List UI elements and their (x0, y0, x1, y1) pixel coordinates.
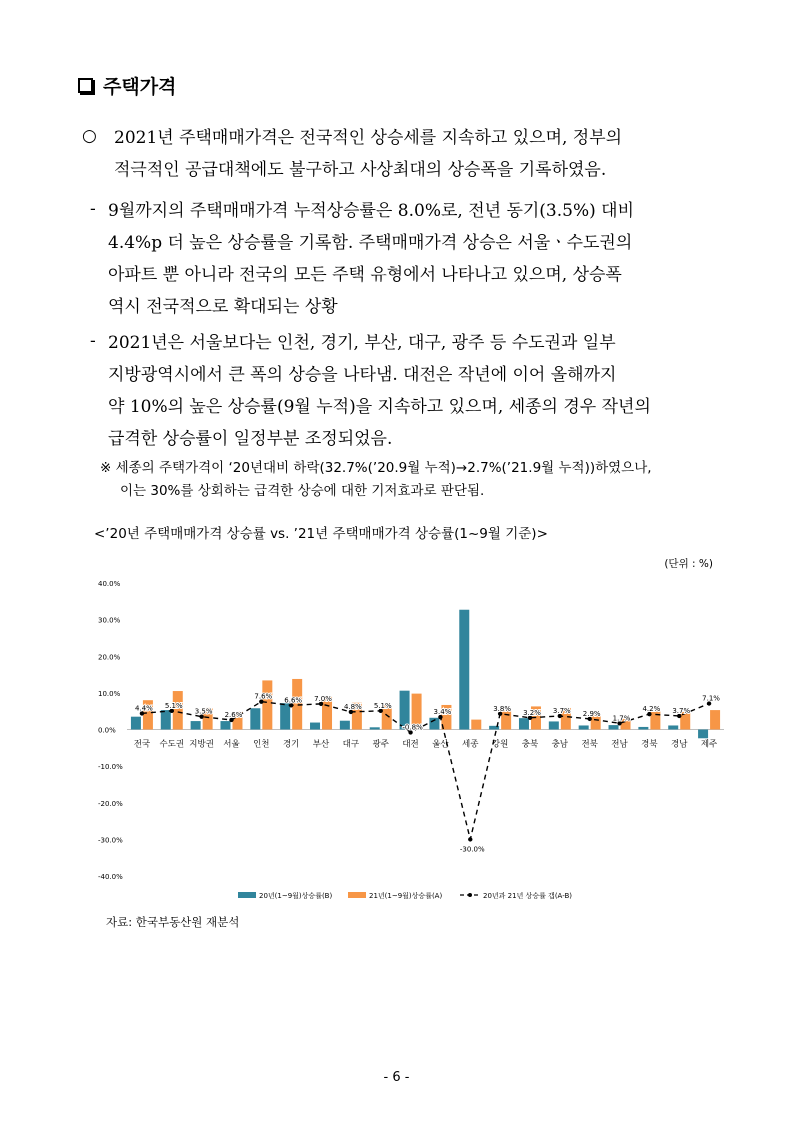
sub-paragraph-1 (108, 195, 716, 323)
dash-bullet: - (90, 199, 96, 219)
x-tick-label: 대전 (402, 739, 419, 750)
bar-2020 (340, 721, 350, 730)
gap-data-label: 3.7% (552, 706, 571, 715)
x-tick-label: 지방권 (189, 739, 214, 750)
legend-label-gap: 20년과 21년 상승률 갭(A-B) (483, 892, 572, 900)
y-tick-label: -20.0% (98, 799, 123, 808)
text-line: 약 10%의 높은 상승률(9월 누적)을 지속하고 있으며, 세종의 경우 작년의 (108, 397, 651, 417)
y-tick-label: 10.0% (98, 689, 121, 698)
section-title: 주택가격 (103, 76, 177, 98)
bar-2020 (579, 725, 589, 729)
text-line: 역시 전국적으로 확대되는 상황 (108, 297, 338, 317)
x-tick-label: 울산 (432, 739, 449, 750)
section-heading (78, 72, 176, 99)
sub-paragraph-2 (108, 327, 716, 455)
x-tick-label: 전국 (133, 739, 151, 750)
chart-caption: <’20년 주택매매가격 상승률 vs. ’21년 주택매매가격 상승률(1~9월 기준)> (94, 526, 548, 542)
bar-2020 (131, 717, 141, 730)
bar-2020 (161, 710, 171, 729)
bar-2020 (459, 610, 469, 730)
y-tick-label: 40.0% (98, 580, 121, 588)
bar-line-chart (0, 570, 793, 910)
x-tick-label: 경북 (641, 739, 658, 750)
dash-bullet: - (90, 331, 96, 351)
x-tick-label: 충남 (551, 739, 569, 750)
bar-2021 (501, 710, 511, 729)
x-tick-label: 수도권 (159, 739, 185, 750)
y-tick-label: -40.0% (98, 873, 123, 881)
text-line: 적극적인 공급대책에도 불구하고 사상최대의 상승폭을 기록하였음. (114, 160, 607, 180)
x-tick-label: 전남 (611, 739, 628, 750)
gap-data-label: 3.7% (672, 706, 691, 715)
gap-data-label: 3.5% (194, 707, 213, 716)
page-number: - 6 - (383, 1070, 410, 1085)
text-line: ※ 세종의 주택가격이 ‘20년대비 하락(32.7%(’20.9월 누적)→2.7%(’21.9월 누적))하였으나, (100, 460, 652, 476)
bar-2020 (280, 703, 290, 729)
legend-label-2020: 20년(1~9월)상승률(B) (259, 892, 333, 900)
x-tick-label: 부산 (312, 739, 330, 750)
text-line: 9월까지의 주택매매가격 누적상승률은 8.0%로, 전년 동기(3.5%) 대비 (108, 201, 634, 221)
y-tick-label: -30.0% (98, 836, 123, 845)
gap-data-label: 3.2% (523, 708, 541, 717)
x-tick-label: 세종 (462, 739, 479, 750)
y-tick-label: 30.0% (98, 616, 121, 625)
gap-data-label: 4.4% (135, 704, 153, 713)
text-line: 2021년 주택매매가격은 전국적인 상승세를 지속하고 있으며, 정부의 (114, 128, 623, 148)
main-paragraph (114, 122, 716, 186)
gap-data-label: 7.6% (254, 692, 273, 701)
legend-swatch-2021 (348, 892, 366, 898)
bar-2021 (262, 680, 272, 729)
bar-2020 (609, 725, 619, 729)
gap-data-label: 2.6% (224, 710, 243, 719)
text-line: 이는 30%를 상회하는 급격한 상승에 대한 기저효과로 판단됨. (120, 483, 485, 499)
y-tick-label: 0.0% (98, 726, 116, 735)
legend-label-2021: 21년(1~9월)상승률(A) (369, 892, 443, 900)
bar-2021 (173, 691, 183, 729)
bar-2020 (370, 727, 380, 729)
gap-data-label: -0.8% (402, 723, 423, 732)
text-line: 지방광역시에서 큰 폭의 상승을 나타냄. 대전은 작년에 이어 올해까지 (108, 365, 617, 385)
gap-data-label: 5.1% (373, 701, 392, 710)
x-tick-label: 대구 (342, 739, 360, 750)
bar-2020 (668, 725, 678, 729)
bar-2021 (710, 710, 720, 729)
x-tick-label: 전북 (581, 739, 598, 750)
x-tick-label: 강원 (491, 739, 509, 750)
bar-2020 (310, 723, 320, 730)
gap-data-label: 7.0% (314, 694, 332, 703)
gap-data-label: 4.2% (642, 705, 661, 714)
x-tick-label: 인천 (253, 739, 270, 750)
y-tick-label: 20.0% (98, 653, 121, 662)
source-note: 자료: 한국부동산원 재분석 (106, 915, 240, 929)
gap-data-label: 4.8% (343, 702, 362, 711)
legend-swatch-2020 (238, 892, 256, 898)
bar-2020 (638, 727, 648, 730)
gap-data-label: -30.0% (459, 845, 485, 854)
text-line: 급격한 상승률이 일정부분 조정되었음. (108, 429, 393, 449)
text-line: 아파트 뿐 아니라 전국의 모든 주택 유형에서 나타나고 있으며, 상승폭 (108, 265, 622, 285)
legend-marker-gap (468, 893, 472, 897)
gap-data-label: 7.1% (702, 694, 720, 703)
bar-2020 (698, 730, 708, 739)
x-tick-label: 경기 (282, 739, 300, 750)
text-line: 4.4%p 더 높은 상승률을 기록함. 주택매매가격 상승은 서울ㆍ수도권의 (108, 233, 633, 253)
gap-data-label: 5.1% (164, 701, 183, 710)
bar-2020 (549, 721, 559, 729)
gap-data-label: 2.9% (582, 709, 601, 718)
checkbox-square-icon (78, 78, 93, 93)
x-tick-label: 충북 (521, 739, 539, 750)
bar-2021 (471, 720, 481, 730)
circle-bullet: ○ (82, 126, 97, 146)
bar-2020 (250, 708, 260, 729)
x-tick-label: 서울 (223, 739, 240, 750)
x-tick-label: 제주 (700, 739, 718, 750)
gap-data-label: 1.7% (612, 714, 631, 723)
y-tick-label: -10.0% (98, 763, 123, 772)
x-tick-label: 경남 (671, 739, 688, 750)
footnote (100, 457, 720, 503)
gap-point (468, 837, 472, 841)
unit-label: (단위 : %) (664, 558, 713, 570)
bar-2020 (220, 721, 230, 729)
gap-data-label: 3.4% (433, 708, 452, 717)
bar-2020 (191, 721, 201, 729)
x-tick-label: 광주 (372, 739, 389, 750)
bar-2020 (519, 718, 529, 729)
gap-data-label: 6.6% (284, 696, 303, 705)
text-line: 2021년은 서울보다는 인천, 경기, 부산, 대구, 광주 등 수도권과 일부 (108, 333, 616, 353)
gap-data-label: 3.8% (493, 704, 512, 713)
